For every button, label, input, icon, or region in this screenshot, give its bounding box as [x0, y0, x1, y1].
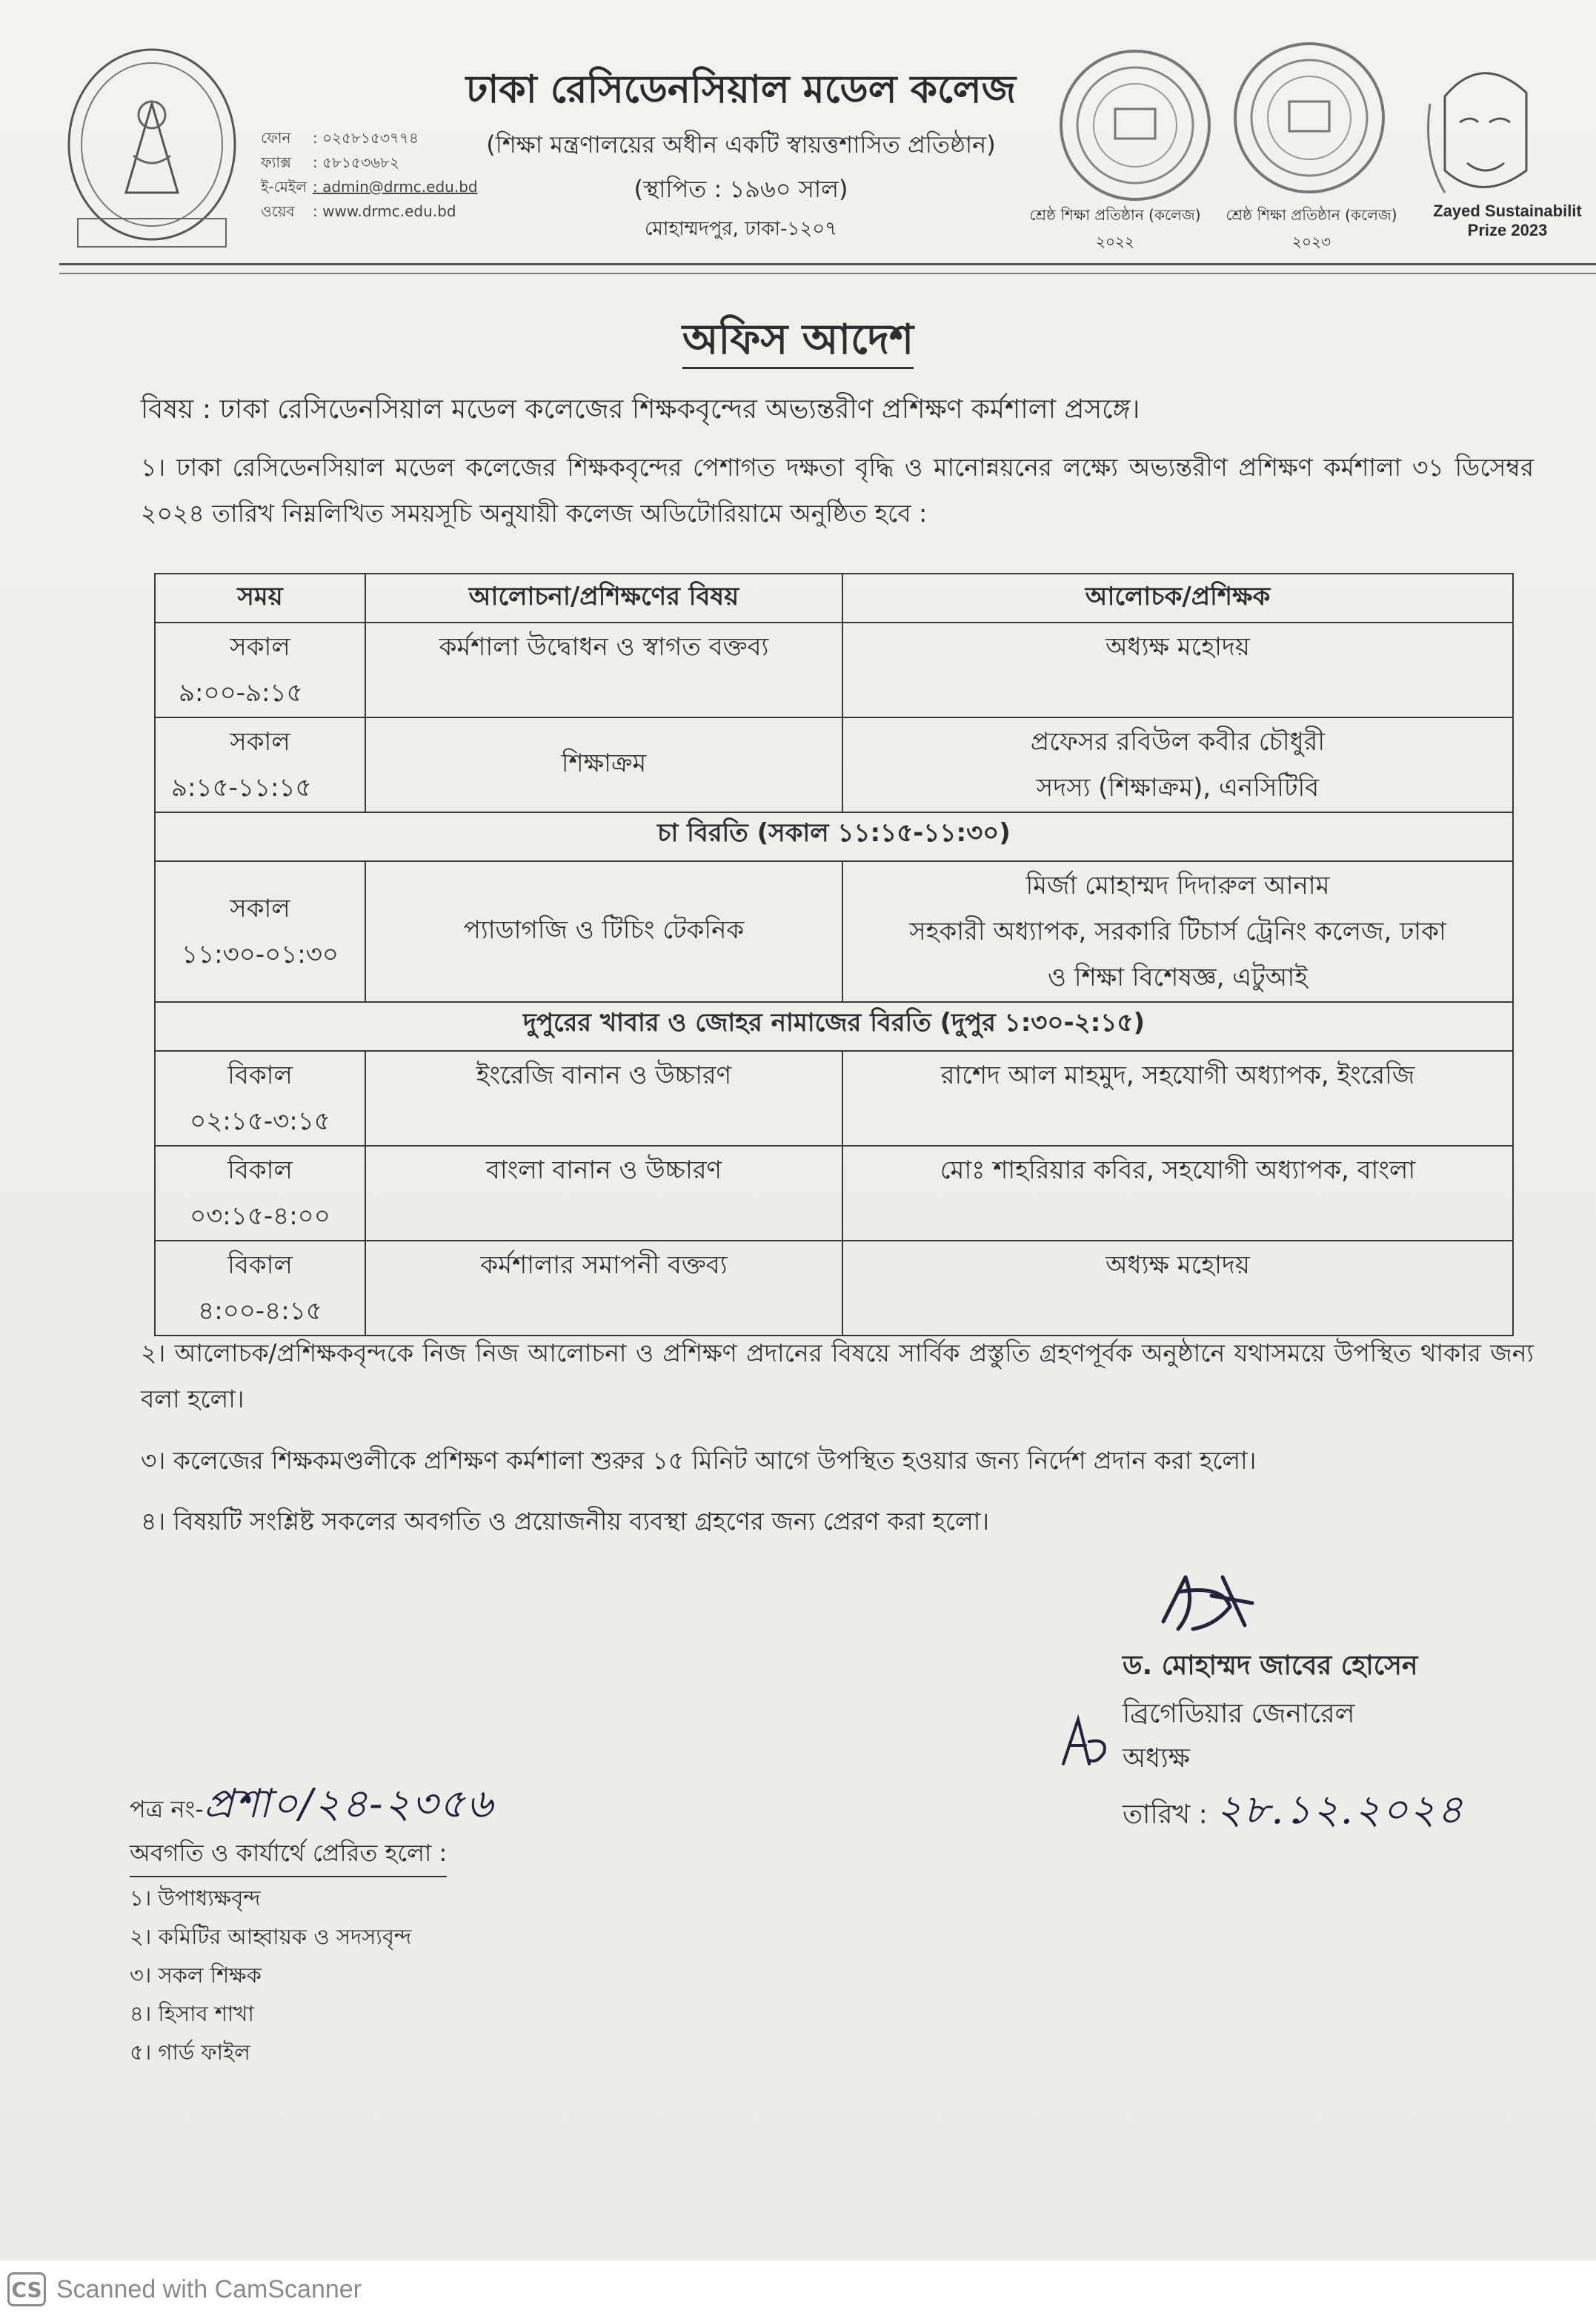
- speaker-cell: প্রফেসর রবিউল কবীর চৌধুরী সদস্য (শিক্ষাক্রম), এনসিটিবি: [842, 717, 1513, 812]
- time-range: ৪:০০-৪:১৫: [198, 1296, 322, 1326]
- topic-cell: শিক্ষাক্রম: [365, 717, 842, 812]
- award-year: Prize 2023: [1467, 221, 1548, 239]
- time-cell: [155, 1146, 365, 1241]
- time-cell: [155, 717, 365, 812]
- time-range: ৯:১৫-১১:১৫: [171, 773, 312, 803]
- speaker-cell: অধ্যক্ষ মহোদয়: [842, 1241, 1513, 1336]
- college-established: (স্থাপিত : ১৯৬০ সাল): [634, 175, 848, 203]
- award-caption-2023: [1204, 202, 1419, 255]
- time-period: সকাল: [230, 727, 290, 757]
- award-line: Zayed Sustainabilit: [1433, 202, 1582, 220]
- paragraph-1: ১। ঢাকা রেসিডেনসিয়াল মডেল কলেজের শিক্ষকবৃন্দের পেশাগত দক্ষতা বৃদ্ধি ও মানোন্নয়নের লক্ষ্যে অভ্যন্তরীণ প্রশিক্ষণ কর্মশালা ৩১ ডিসেম্বর ২০২৪ তারিখ নিম্নলিখিত সময়সূচি অনুযায়ী কলেজ অডিটোরিয়ামে অনুষ্ঠিত হবে :: [141, 453, 1534, 528]
- table-header-row: [155, 574, 1513, 623]
- web-value: : www.drmc.edu.bd: [313, 202, 456, 220]
- award-line: শ্রেষ্ঠ শিক্ষা প্রতিষ্ঠান (কলেজ): [1226, 206, 1397, 224]
- speaker-cell: মির্জা মোহাম্মদ দিদারুল আনাম সহকারী অধ্যাপক, সরকারি টিচার্স ট্রেনিং কলেজ, ঢাকা ও শিক্ষা বিশেষজ্ঞ, এটুআই: [842, 861, 1513, 1002]
- header-divider: [59, 263, 1596, 265]
- time-period: সকাল: [230, 632, 290, 662]
- speaker-cell: রাশেদ আল মাহমুদ, সহযোগী অধ্যাপক, ইংরেজি: [842, 1051, 1513, 1146]
- web-label: ওয়েব: [261, 202, 295, 220]
- scanner-watermark: Scanned with CamScanner: [56, 2275, 362, 2303]
- list-item: ২। কমিটির আহ্বায়ক ও সদস্যবৃন্দ: [130, 1924, 412, 1949]
- date-label: তারিখ :: [1123, 1799, 1208, 1830]
- award-caption-2022: [1015, 202, 1215, 255]
- list-item: ৫। গার্ড ফাইল: [130, 2040, 250, 2065]
- college-logo-icon: [63, 44, 241, 256]
- memo-number: [130, 1773, 494, 1839]
- signatory-name: ড. মোহাম্মদ জাবের হোসেন: [1123, 1650, 1418, 1681]
- subject-line: বিষয় : ঢাকা রেসিডেনসিয়াল মডেল কলেজের শিক্ষকবৃন্দের অভ্যন্তরীণ প্রশিক্ষণ কর্মশালা প্রসঙ্গে।: [141, 394, 1140, 425]
- phone-value: : ০২৫৮১৫৩৭৭৪: [313, 129, 419, 147]
- column-header-topic: আলোচনা/প্রশিক্ষণের বিষয়: [365, 574, 842, 623]
- award-caption-zayed: [1419, 202, 1596, 240]
- phone-label: ফোন: [261, 129, 291, 147]
- email-label: ই-মেইল: [261, 178, 307, 196]
- fax-value: : ৫৮১৫৩৬৮২: [313, 153, 399, 171]
- award-seal-2022-icon: [1056, 46, 1215, 205]
- college-subtitle: (শিক্ষা মন্ত্রণালয়ের অধীন একটি স্বায়ত্তশাসিত প্রতিষ্ঠান): [486, 130, 996, 159]
- time-range: ৯:০০-৯:১৫: [179, 678, 303, 708]
- tea-break-cell: চা বিরতি (সকাল ১১:১৫-১১:৩০): [155, 812, 1513, 861]
- signature-icon: [1141, 1562, 1282, 1644]
- time-cell: [155, 623, 365, 717]
- time-period: বিকাল: [227, 1250, 293, 1280]
- topic-cell: ইংরেজি বানান ও উচ্চারণ: [365, 1051, 842, 1146]
- time-cell: [155, 861, 365, 1002]
- college-name: ঢাকা রেসিডেনসিয়াল মডেল কলেজ: [465, 67, 1017, 112]
- camscanner-logo-icon: CS: [7, 2272, 46, 2306]
- time-period: বিকাল: [227, 1155, 293, 1185]
- list-item: ৪। হিসাব শাখা: [130, 2001, 254, 2026]
- initials-icon: [1056, 1712, 1115, 1771]
- document-title-text: অফিস আদেশ: [682, 316, 914, 369]
- table-row: [155, 717, 1513, 812]
- time-cell: [155, 1051, 365, 1146]
- date-row: [1123, 1779, 1464, 1845]
- table-row: [155, 1051, 1513, 1146]
- time-range: ০২:১৫-৩:১৫: [190, 1107, 330, 1136]
- signatory-title: অধ্যক্ষ: [1123, 1743, 1190, 1774]
- topic-cell: কর্মশালা উদ্বোধন ও স্বাগত বক্তব্য: [365, 623, 842, 717]
- speaker-cell: অধ্যক্ষ মহোদয়: [842, 623, 1513, 717]
- column-header-speaker: আলোচক/প্রশিক্ষক: [842, 574, 1513, 623]
- header-divider: [59, 273, 1596, 274]
- table-row: [155, 623, 1513, 717]
- document-title: [0, 308, 1596, 377]
- award-year: ২০২৩: [1291, 233, 1331, 251]
- table-row: [155, 1241, 1513, 1336]
- cc-title: অবগতি ও কার্যার্থে প্রেরিত হলো :: [130, 1834, 447, 1877]
- time-range: ০৩:১৫-৪:০০: [190, 1201, 330, 1231]
- topic-cell: কর্মশালার সমাপনী বক্তব্য: [365, 1241, 842, 1336]
- lunch-break-cell: দুপুরের খাবার ও জোহর নামাজের বিরতি (দুপুর ১:৩০-২:১৫): [155, 1002, 1513, 1051]
- email-value: : admin@drmc.edu.bd: [313, 178, 478, 196]
- lunch-break-row: [155, 1002, 1513, 1051]
- fax-label: ফ্যাক্স: [261, 153, 291, 171]
- college-address: মোহাম্মদপুর, ঢাকা-১২০৭: [644, 218, 838, 240]
- paragraph-2: ২। আলোচক/প্রশিক্ষকবৃন্দকে নিজ নিজ আলোচনা ও প্রশিক্ষণ প্রদানের বিষয়ে সার্বিক প্রস্তুতি গ্রহণপূর্বক অনুষ্ঠানে যথাসময়ে উপস্থিত থাকার জন্য বলা হলো।: [141, 1338, 1534, 1413]
- time-range: ১১:৩০-০১:৩০: [182, 940, 339, 969]
- table-row: [155, 861, 1513, 1002]
- time-period: বিকাল: [227, 1061, 293, 1090]
- time-cell: [155, 1241, 365, 1336]
- speaker-cell: মোঃ শাহরিয়ার কবির, সহযোগী অধ্যাপক, বাংলা: [842, 1146, 1513, 1241]
- award-seal-2023-icon: [1230, 39, 1389, 198]
- column-header-time: সময়: [155, 574, 365, 623]
- memo-value: প্রশা০/২৪-২৩৫৬: [203, 1780, 494, 1827]
- paragraph-3: ৩। কলেজের শিক্ষকমণ্ডলীকে প্রশিক্ষণ কর্মশালা শুরুর ১৫ মিনিট আগে উপস্থিত হওয়ার জন্য নির্দেশ প্রদান করা হলো।: [141, 1446, 1257, 1475]
- award-year: ২০২২: [1095, 233, 1135, 251]
- list-item: ৩। সকল শিক্ষক: [130, 1963, 262, 1988]
- topic-cell: প্যাডাগজি ও টিচিং টেকনিক: [365, 861, 842, 1002]
- table-row: [155, 1146, 1513, 1241]
- paragraph-4: ৪। বিষয়টি সংশ্লিষ্ট সকলের অবগতি ও প্রয়োজনীয় ব্যবস্থা গ্রহণের জন্য প্রেরণ করা হলো।: [141, 1507, 990, 1536]
- portrait-sketch-icon: [1415, 52, 1549, 208]
- memo-label: পত্র নং-: [130, 1795, 204, 1823]
- time-period: সকাল: [230, 894, 290, 923]
- schedule-table: [154, 573, 1514, 1336]
- list-item: ১। উপাধ্যক্ষবৃন্দ: [130, 1885, 261, 1911]
- date-value: ২৮.১২.২০২৪: [1216, 1786, 1465, 1833]
- award-line: শ্রেষ্ঠ শিক্ষা প্রতিষ্ঠান (কলেজ): [1029, 206, 1201, 224]
- topic-cell: বাংলা বানান ও উচ্চারণ: [365, 1146, 842, 1241]
- signatory-rank: ব্রিগেডিয়ার জেনারেল: [1123, 1699, 1355, 1729]
- tea-break-row: [155, 812, 1513, 861]
- cc-list: [130, 1879, 411, 2071]
